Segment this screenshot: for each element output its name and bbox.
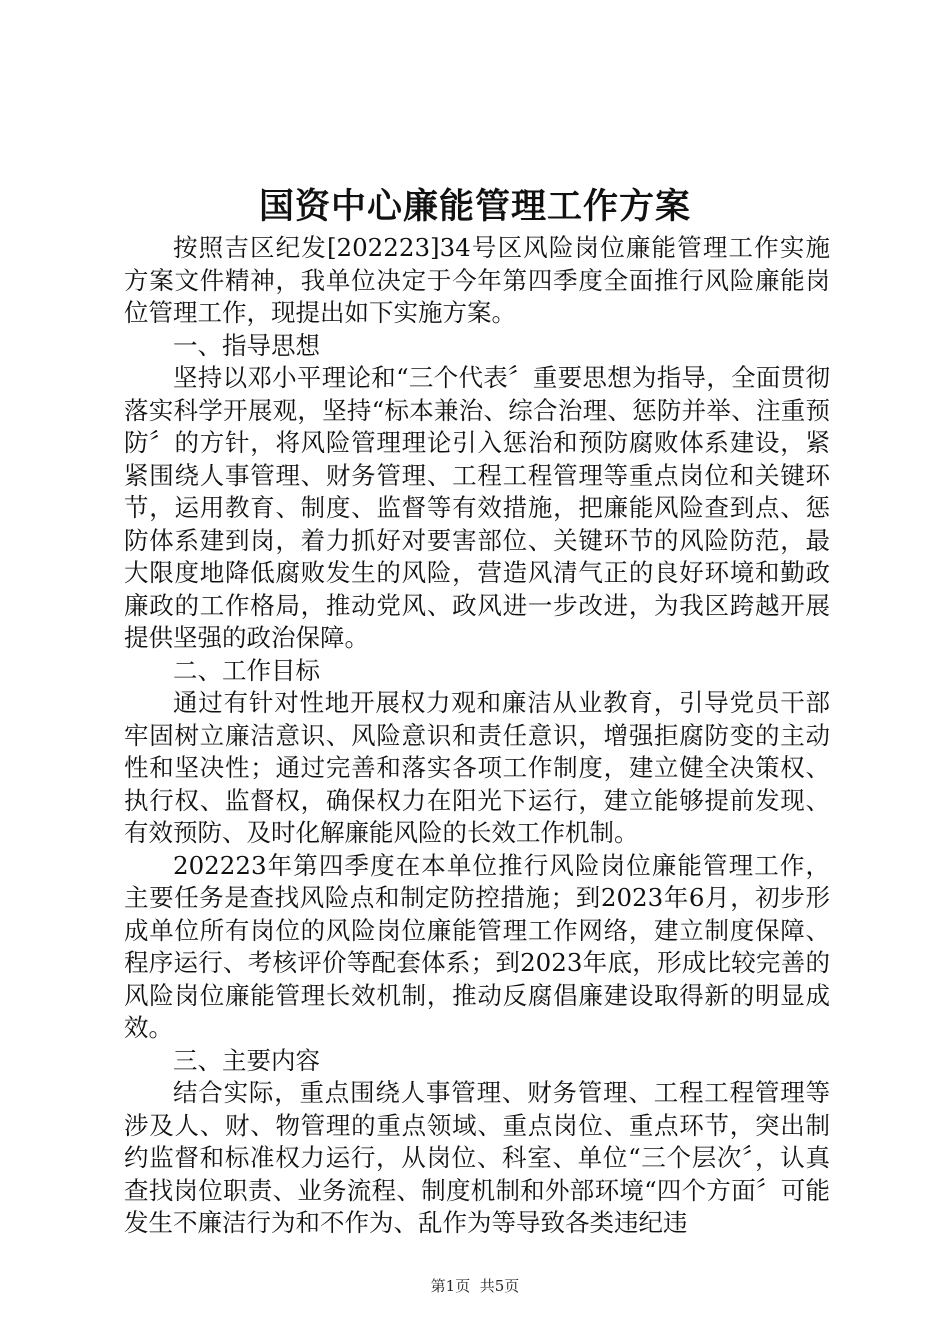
document-body: [124, 232, 830, 1240]
paragraph-guiding-ideology: 坚持以邓小平理论和“三个代表〞重要思想为指导，全面贯彻落实科学开展观，坚持“标本兼治、综合治理、惩防并举、注重预防〞的方针，将风险管理理论引入惩治和预防腐败体系建设，紧紧围绕人事管理、财务管理、工程工程管理等重点岗位和关键环节，运用教育、制度、监督等有效措施，把廉能风险查到点、惩防体系建到岗，着力抓好对要害部位、关键环节的风险防范，最大限度地降低腐败发生的风险，营造风清气正的良好环境和勤政廉政的工作格局，推动党风、政风进一步改进，为我区跨越开展提供坚强的政治保障。: [124, 363, 830, 652]
section-heading-main-content: 三、主要内容: [173, 1045, 320, 1075]
section-heading-guiding-ideology: 一、指导思想: [173, 330, 320, 360]
page-number: 第1页: [430, 1277, 471, 1295]
paragraph-schedule: 202223年第四季度在本单位推行风险岗位廉能管理工作，主要任务是查找风险点和制定防控措施；到2023年6月，初步形成单位所有岗位的风险岗位廉能管理工作网络，建立制度保障、程序运行、考核评价等配套体系；到2023年底，形成比较完善的风险岗位廉能管理长效机制，推动反腐倡廉建设取得新的明显成效。: [124, 850, 830, 1042]
page-total: 共5页: [479, 1277, 520, 1295]
page-footer: [0, 1276, 950, 1296]
paragraph-main-content: 结合实际，重点围绕人事管理、财务管理、工程工程管理等涉及人、财、物管理的重点领域、重点岗位、重点环节，突出制约监督和标准权力运行，从岗位、科室、单位“三个层次〞，认真查找岗位职责、业务流程、制度机制和外部环境“四个方面〞可能发生不廉洁行为和不作为、乱作为等导致各类违纪违: [124, 1078, 830, 1237]
page-title: 国资中心廉能管理工作方案: [258, 187, 691, 227]
paragraph-work-goals: 通过有针对性地开展权力观和廉洁从业教育，引导党员干部牢固树立廉洁意识、风险意识和责任意识，增强拒腐防变的主动性和坚决性；通过完善和落实各项工作制度，建立健全决策权、执行权、监督权，确保权力在阳光下运行，建立能够提前发现、有效预防、及时化解廉能风险的长效工作机制。: [124, 688, 830, 847]
paragraph-intro: 按照吉区纪发[202223]34号区风险岗位廉能管理工作实施方案文件精神，我单位决定于今年第四季度全面推行风险廉能岗位管理工作，现提出如下实施方案。: [124, 233, 830, 327]
section-heading-work-goals: 二、工作目标: [173, 655, 320, 685]
